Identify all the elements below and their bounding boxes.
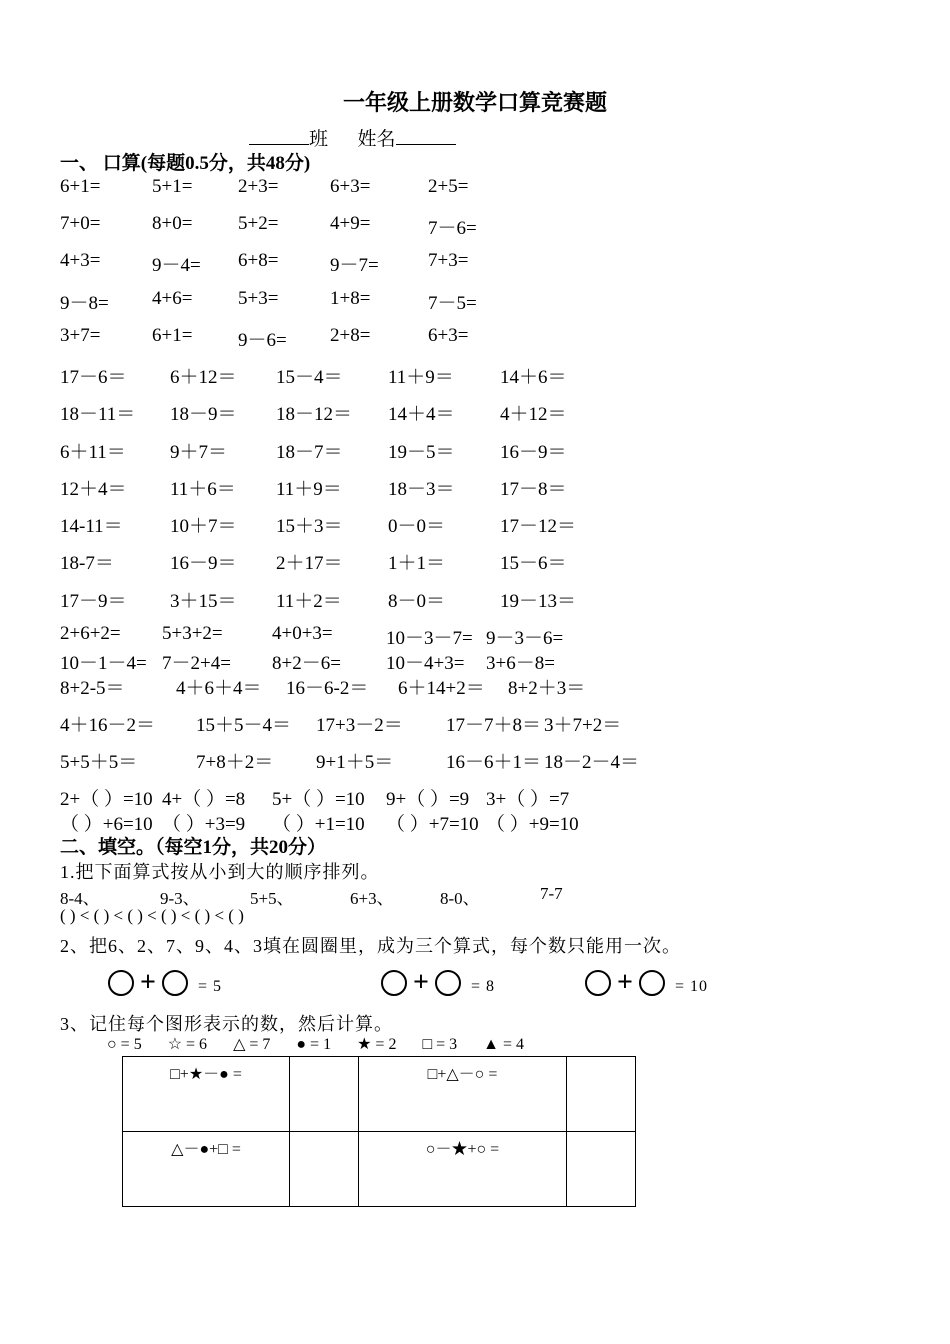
oral-problem: 2＋17＝ [276,553,343,574]
oral-problem: 14＋4＝ [388,404,455,425]
oral-problem: 18－12＝ [276,404,353,425]
q2-result: = 5 [197,978,222,995]
oral-problem: 6+3= [330,176,371,197]
oral-problem: 5+2= [238,213,279,234]
oral-problem: （ ）+1=10 [272,814,365,835]
expression-cell: □+★－● = [123,1057,290,1132]
oral-problem: 16－6-2＝ [286,678,369,699]
oral-problem: 10－1－4= [60,653,147,674]
q2-result: = 10 [674,978,708,995]
oral-problem: 15－6＝ [500,553,567,574]
oral-problem: 2+（ ）=10 [60,789,153,810]
oral-problem: 5+5＋5＝ [60,752,138,773]
oral-problem: 6＋12＝ [170,367,237,388]
oral-problem: 11＋6＝ [170,479,236,500]
oral-problem: 4＋6＋4＝ [176,678,262,699]
oral-problem: （ ）+7=10 [386,814,479,835]
oral-problem: 5+1= [152,176,193,197]
plus-sign: + [413,967,429,998]
q2-prompt: 2、把6、2、7、9、4、3填在圆圈里，成为三个算式，每个数只能用一次。 [60,936,681,956]
oral-problem: 4＋16－2＝ [60,715,156,736]
q1-item: 6+3、 [350,889,394,908]
circle-blank[interactable] [381,970,407,996]
oral-problem: 1＋1＝ [388,553,446,574]
plus-sign: + [140,967,156,998]
plus-sign: + [617,967,633,998]
oral-problem: 9－3－6= [486,628,564,649]
oral-problem: 4+6= [152,288,193,309]
q2-equation-1 [108,967,222,998]
oral-problem: 2+6+2= [60,623,121,644]
section2-heading: 二、填空。（每空1分，共20分） [60,837,327,858]
oral-problem: 7－5= [428,293,477,314]
shape-calc-table [122,1056,636,1207]
oral-problem: （ ）+9=10 [486,814,579,835]
answer-cell[interactable] [290,1132,359,1207]
oral-problem: 10＋7＝ [170,516,237,537]
oral-problem: 17－8＝ [500,479,567,500]
oral-problem: 16－9＝ [170,553,237,574]
oral-problem: 19－5＝ [388,442,455,463]
oral-problem: 18－3＝ [388,479,455,500]
oral-problem: 16－9＝ [500,442,567,463]
oral-problem: 10－3－7= [386,628,473,649]
oral-problem: 4+3= [60,250,101,271]
oral-problem: 9－4= [152,255,201,276]
oral-problem: 3＋15＝ [170,591,237,612]
oral-problem: 19－13＝ [500,591,577,612]
oral-problem: 0－0＝ [388,516,446,537]
legend-triangle-filled: ▲ = 4 [483,1036,524,1053]
oral-problem: 18-7＝ [60,553,114,574]
class-blank[interactable] [249,126,309,145]
oral-problem: 17－9＝ [60,591,127,612]
oral-problem: 3+（ ）=7 [486,789,570,810]
section1-heading: 一、 口算(每题0.5分，共48分) [60,153,311,174]
oral-problem: 5+3+2= [162,623,223,644]
shape-legend [107,1034,546,1054]
circle-blank[interactable] [639,970,665,996]
legend-circle: ○ = 5 [107,1036,142,1053]
legend-star-filled: ★ = 2 [357,1036,397,1053]
oral-problem: 3＋7+2＝ [544,715,622,736]
oral-problem: 18－2－4＝ [544,752,640,773]
oral-problem: 9＋7＝ [170,442,228,463]
q1-item: 5+5、 [250,889,294,908]
oral-problem: 6＋14+2＝ [398,678,485,699]
q1-item: 7-7 [540,884,563,903]
oral-problem: 6＋11＝ [60,442,126,463]
oral-problem: 16－6＋1＝ [446,752,542,773]
name-line [249,124,456,151]
oral-problem: （ ）+6=10 [60,814,153,835]
oral-problem: 14＋6＝ [500,367,567,388]
name-label: 姓名 [357,129,396,150]
oral-problem: 8－0＝ [388,591,446,612]
oral-problem: 17－12＝ [500,516,577,537]
oral-problem: 18－11＝ [60,404,136,425]
q1-item: 8-4、 [60,889,100,908]
legend-star-outline: ☆ = 6 [167,1036,208,1053]
q1-prompt: 1.把下面算式按从小到大的顺序排列。 [60,862,380,882]
oral-problem: 4+0+3= [272,623,333,644]
oral-problem: 2+3= [238,176,279,197]
circle-blank[interactable] [108,970,134,996]
oral-problem: 18－7＝ [276,442,343,463]
answer-cell[interactable] [567,1132,636,1207]
q2-equation-3 [585,967,708,998]
answer-cell[interactable] [567,1057,636,1132]
oral-problem: 8+2-5＝ [60,678,125,699]
oral-problem: 8+2－6= [272,653,341,674]
oral-problem: 4+9= [330,213,371,234]
oral-problem: 4＋12＝ [500,404,567,425]
oral-problem: 3+6－8= [486,653,555,674]
oral-problem: 7+0= [60,213,101,234]
class-label: 班 [309,129,329,150]
oral-problem: 8+0= [152,213,193,234]
q2-result: = 8 [470,978,495,995]
oral-problem: 7－2+4= [162,653,231,674]
oral-problem: 17－7＋8＝ [446,715,542,736]
name-blank[interactable] [396,126,456,145]
oral-problem: 15＋3＝ [276,516,343,537]
oral-problem: 9+1＋5＝ [316,752,394,773]
oral-problem: 17+3－2＝ [316,715,403,736]
oral-problem: 5+（ ）=10 [272,789,365,810]
oral-problem: 15＋5－4＝ [196,715,292,736]
oral-problem: 7+8＋2＝ [196,752,274,773]
circle-blank[interactable] [162,970,188,996]
oral-problem: 4+（ ）=8 [162,789,246,810]
page-title: 一年级上册数学口算竞赛题 [342,90,607,115]
answer-cell[interactable] [290,1057,359,1132]
oral-problem: 17－6＝ [60,367,127,388]
oral-problem: 11＋9＝ [276,479,342,500]
oral-problem: 11＋9＝ [388,367,454,388]
expression-cell: △－●+□ = [123,1132,290,1207]
oral-problem: 5+3= [238,288,279,309]
expression-cell: □+△－○ = [359,1057,567,1132]
oral-problem: 9+（ ）=9 [386,789,470,810]
q1-item: 8-0、 [440,889,480,908]
circle-blank[interactable] [585,970,611,996]
oral-problem: （ ）+3=9 [162,814,246,835]
legend-dot: ● = 1 [296,1036,332,1053]
q3-prompt: 3、记住每个图形表示的数，然后计算。 [60,1014,393,1034]
oral-problem: 7+3= [428,250,469,271]
circle-blank[interactable] [435,970,461,996]
oral-problem: 14-11＝ [60,516,123,537]
oral-problem: 2+5= [428,176,469,197]
oral-problem: 6+1= [152,325,193,346]
legend-square: □ = 3 [422,1036,458,1053]
legend-triangle-outline: △ = 7 [233,1036,271,1053]
oral-problem: 3+7= [60,325,101,346]
oral-problem: 9－8= [60,293,109,314]
oral-problem: 1+8= [330,288,371,309]
oral-problem: 6+8= [238,250,279,271]
oral-problem: 6+3= [428,325,469,346]
expression-cell: ○－★+○ = [359,1132,567,1207]
oral-problem: 9－6= [238,330,287,351]
oral-problem: 10－4+3= [386,653,465,674]
q1-item: 9-3、 [160,889,200,908]
oral-problem: 7－6= [428,218,477,239]
oral-problem: 6+1= [60,176,101,197]
oral-problem: 2+8= [330,325,371,346]
q2-equation-2 [381,967,495,998]
oral-problem: 9－7= [330,255,379,276]
oral-problem: 11＋2＝ [276,591,342,612]
oral-problem: 8+2＋3＝ [508,678,586,699]
oral-problem: 12＋4＝ [60,479,127,500]
oral-problem: 15－4＝ [276,367,343,388]
q1-order-line[interactable]: ( ) < ( ) < ( ) < ( ) < ( ) < ( ) [60,906,244,925]
oral-problem: 18－9＝ [170,404,237,425]
